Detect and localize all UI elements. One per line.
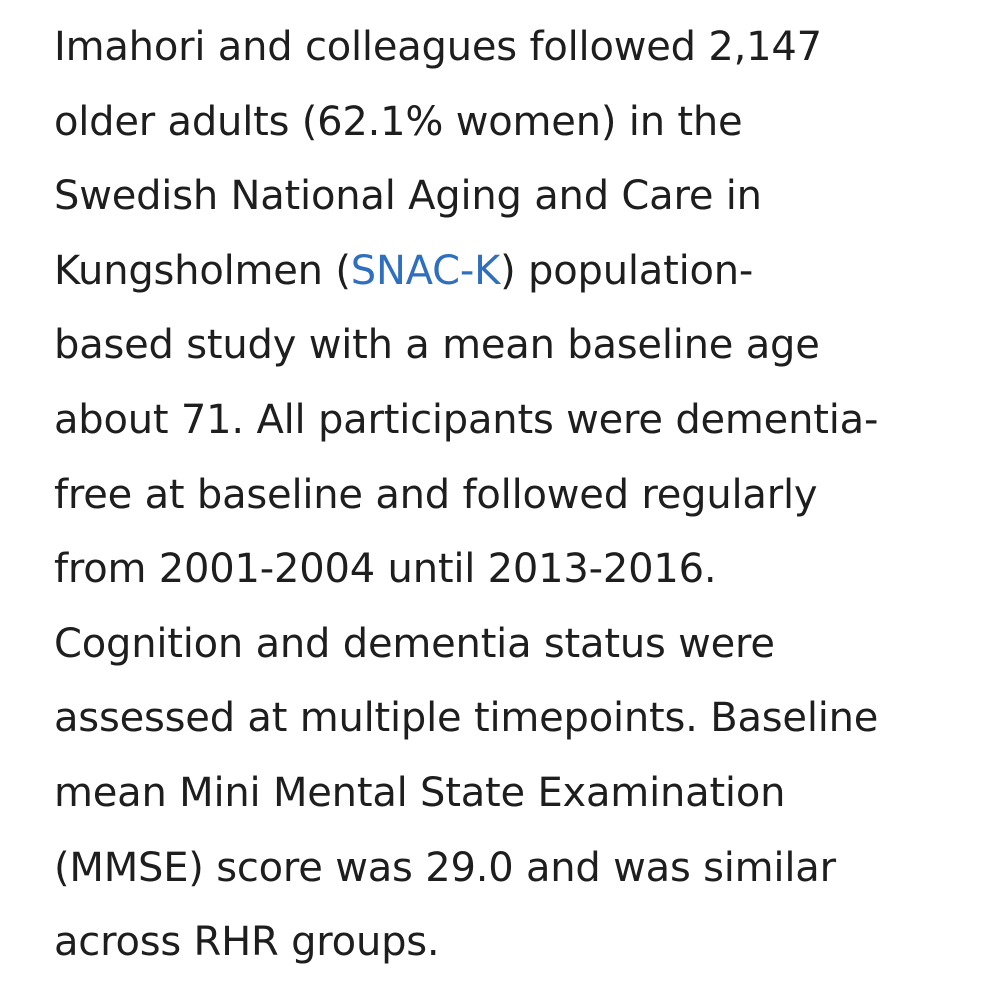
paragraph-line: Cognition and dementia status were [54, 620, 775, 667]
paragraph-line-with-link [54, 234, 954, 309]
paragraph-line: assessed at multiple timepoints. Baseline [54, 695, 879, 742]
paragraph-line: Imahori and colleagues followed 2,147 [54, 24, 822, 70]
paragraph-line: across RHR groups. [54, 919, 440, 966]
paragraph-line: Swedish National Aging and Care in [54, 173, 762, 220]
paragraph-line: mean Mini Mental State Examination [54, 769, 786, 816]
article-paragraph [54, 10, 954, 980]
paragraph-line: about 71. All participants were dementia- [54, 396, 879, 443]
paragraph-line: older adults (62.1% women) in the [54, 98, 743, 145]
paragraph-text: ) population- [500, 247, 754, 294]
paragraph-line: from 2001-2004 until 2013-2016. [54, 546, 717, 593]
snac-k-link[interactable]: SNAC-K [350, 247, 501, 294]
paragraph-line: based study with a mean baseline age [54, 322, 820, 369]
paragraph-line: free at baseline and followed regularly [54, 471, 818, 518]
paragraph-line: (MMSE) score was 29.0 and was similar [54, 844, 836, 891]
paragraph-text: Kungsholmen ( [54, 247, 351, 294]
